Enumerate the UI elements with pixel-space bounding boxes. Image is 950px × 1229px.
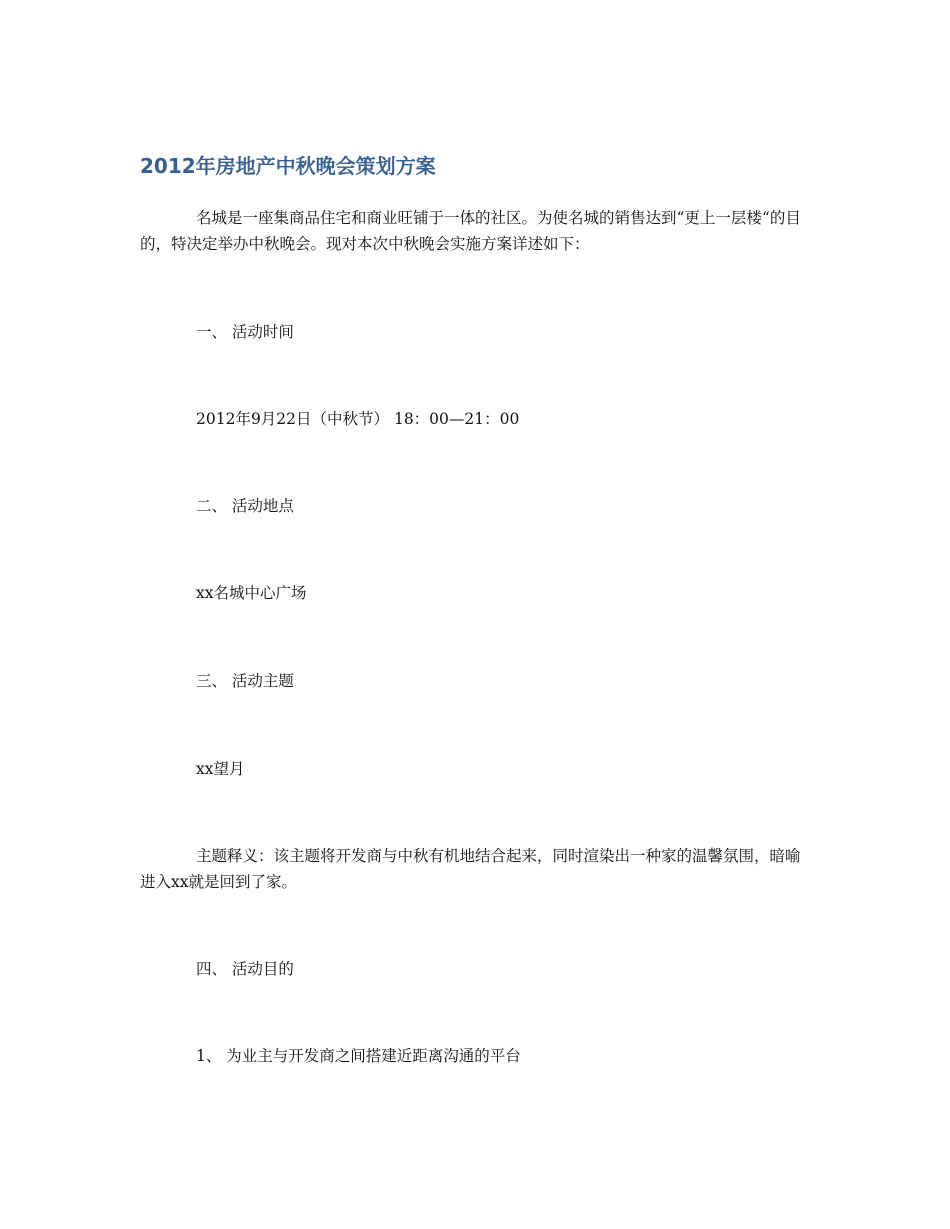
document-title: 2012年房地产中秋晚会策划方案 — [140, 154, 436, 178]
intro-paragraph: 名城是一座集商品住宅和商业旺铺于一体的社区。为使名城的销售达到“更上一层楼“的目的，特决定举办中秋晚会。现对本次中秋晚会实施方案详述如下： — [140, 209, 801, 253]
section-heading-location: 二、 活动地点 — [196, 497, 294, 515]
event-time-text: 2012年9月22日（中秋节） 18：00—21：00 — [196, 410, 520, 428]
section-heading-purpose: 四、 活动目的 — [196, 960, 294, 978]
event-location-text: xx名城中心广场 — [196, 584, 307, 602]
event-theme-text: xx望月 — [196, 760, 245, 778]
purpose-item-1: 1、 为业主与开发商之间搭建近距离沟通的平台 — [196, 1047, 521, 1065]
section-heading-theme: 三、 活动主题 — [196, 672, 294, 690]
section-heading-time: 一、 活动时间 — [196, 323, 294, 341]
theme-explanation-paragraph: 主题释义：该主题将开发商与中秋有机地结合起来，同时渲染出一种家的温馨氛围，暗喻进入xx就是回到了家。 — [140, 847, 801, 891]
